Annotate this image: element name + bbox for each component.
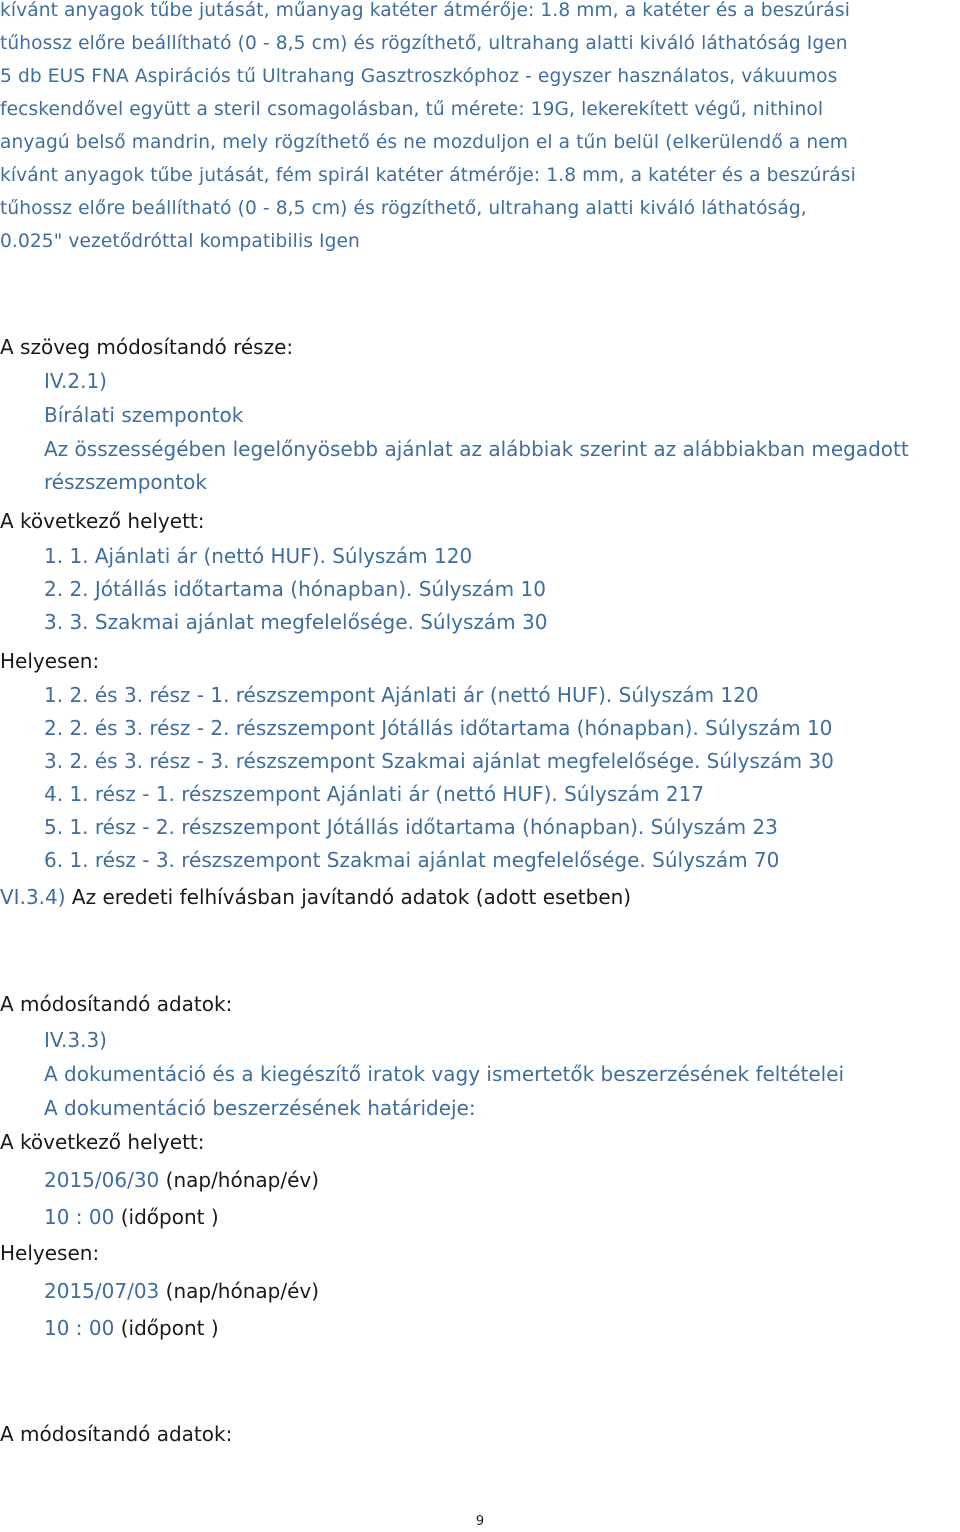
section1-correct-label: Helyesen: [0, 649, 100, 673]
intro-line: fecskendővel együtt a steril csomagolásban, tű mérete: 19G, lekerekített végű, nithinol [0, 99, 824, 120]
intro-line: kívánt anyagok tűbe jutását, műanyag katéter átmérője: 1.8 mm, a katéter és a beszúrási [0, 0, 850, 21]
section2-correct-date-line [44, 1279, 319, 1303]
intro-line: 5 db EUS FNA Aspirációs tű Ultrahang Gasztroszkóphoz - egyszer használatos, vákuumos [0, 66, 838, 87]
section1-correct-item: 2. 2. és 3. rész - 2. részszempont Jótállás időtartama (hónapban). Súlyszám 10 [44, 716, 833, 740]
vi34-prefix: VI.3.4) [0, 885, 66, 909]
section1-instead-label: A következő helyett: [0, 509, 205, 533]
intro-line: anyagú belső mandrin, mely rögzíthető és ne mozduljon el a tűn belül (elkerülendő a nem [0, 132, 848, 153]
section1-correct-item: 6. 1. rész - 3. részszempont Szakmai ajánlat megfelelősége. Súlyszám 70 [44, 848, 780, 872]
section2-instead-label: A következő helyett: [0, 1130, 205, 1154]
intro-line: tűhossz előre beállítható (0 - 8,5 cm) és rögzíthető, ultrahang alatti kiváló láthatóság, [0, 198, 807, 219]
instead-date: 2015/06/30 [44, 1168, 160, 1192]
section1-correct-item: 3. 2. és 3. rész - 3. részszempont Szakmai ajánlat megfelelősége. Súlyszám 30 [44, 749, 834, 773]
section1-correct-item: 5. 1. rész - 2. részszempont Jótállás időtartama (hónapban). Súlyszám 23 [44, 815, 778, 839]
section1-desc: Az összességében legelőnyösebb ajánlat az alábbiak szerint az alábbiakban megadott [44, 437, 909, 461]
section3-label: A módosítandó adatok: [0, 1422, 233, 1446]
section1-desc: részszempontok [44, 470, 207, 494]
section2-instead-date-line [44, 1168, 319, 1192]
section2-ref: IV.3.3) [44, 1028, 107, 1052]
correct-time: 10 : 00 [44, 1316, 115, 1340]
vi34-text: Az eredeti felhívásban javítandó adatok (adott esetben) [71, 885, 632, 909]
date-suffix: (nap/hónap/év) [165, 1279, 320, 1303]
section1-instead-item: 3. 3. Szakmai ajánlat megfelelősége. Súlyszám 30 [44, 610, 548, 634]
date-suffix: (nap/hónap/év) [165, 1168, 320, 1192]
intro-line: 0.025" vezetődróttal kompatibilis Igen [0, 231, 360, 252]
section2-label: A módosítandó adatok: [0, 992, 233, 1016]
page-number: 9 [475, 1514, 485, 1529]
time-suffix: (időpont ) [120, 1316, 219, 1340]
intro-line: tűhossz előre beállítható (0 - 8,5 cm) és rögzíthető, ultrahang alatti kiváló láthatóság Igen [0, 33, 848, 54]
section1-ref: IV.2.1) [44, 369, 107, 393]
section2-correct-label: Helyesen: [0, 1241, 100, 1265]
intro-line: kívánt anyagok tűbe jutását, fém spirál katéter átmérője: 1.8 mm, a katéter és a beszúrási [0, 165, 856, 186]
section1-instead-item: 1. 1. Ajánlati ár (nettó HUF). Súlyszám 120 [44, 544, 473, 568]
section1-correct-item: 4. 1. rész - 1. részszempont Ajánlati ár (nettó HUF). Súlyszám 217 [44, 782, 705, 806]
section1-correct-item: 1. 2. és 3. rész - 1. részszempont Ajánlati ár (nettó HUF). Súlyszám 120 [44, 683, 759, 707]
section1-title: Bírálati szempontok [44, 403, 244, 427]
section2-title: A dokumentáció és a kiegészítő iratok vagy ismertetők beszerzésének feltételei [44, 1062, 845, 1086]
time-suffix: (időpont ) [120, 1205, 219, 1229]
section2-subtitle: A dokumentáció beszerzésének határideje: [44, 1096, 476, 1120]
section2-instead-time-line [44, 1205, 219, 1229]
section1-instead-item: 2. 2. Jótállás időtartama (hónapban). Súlyszám 10 [44, 577, 546, 601]
vi34-heading [0, 885, 631, 909]
correct-date: 2015/07/03 [44, 1279, 160, 1303]
instead-time: 10 : 00 [44, 1205, 115, 1229]
section1-label: A szöveg módosítandó része: [0, 335, 294, 359]
section2-correct-time-line [44, 1316, 219, 1340]
